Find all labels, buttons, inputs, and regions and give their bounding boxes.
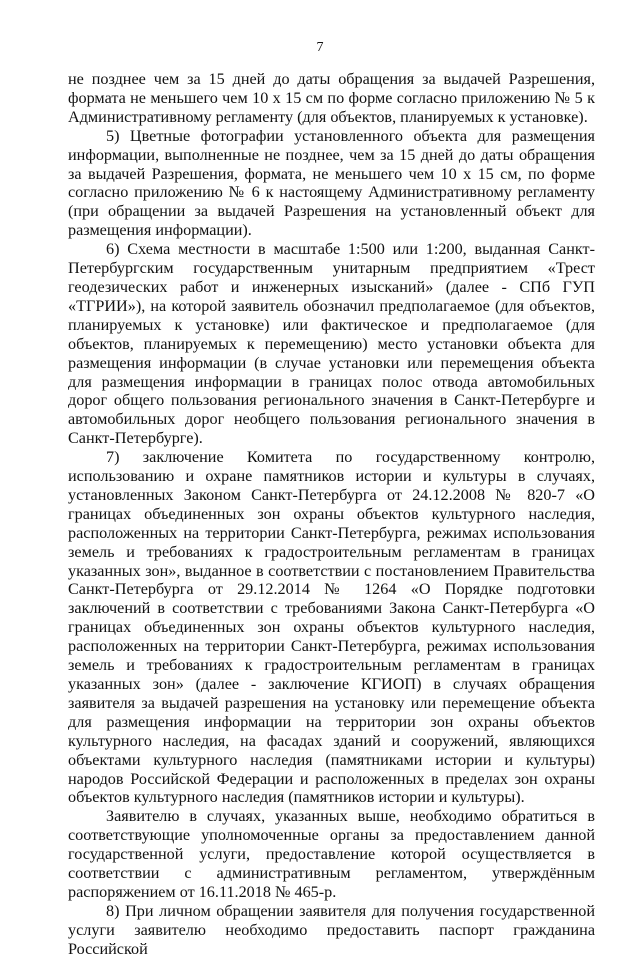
paragraph-item-7: 7) заключение Комитета по государственному контролю, использованию и охране памятников истории и культуры в случаях, установленных Законом Санкт-Петербурга от 24.12.2008 № 820-7 «О границах объединенных зон охраны объектов культурного наследия, расположенных на территории Санкт-Петербурга, режимах использования земель и требованиях к градостроительным регламентам в границах указанных зон», выданное в соответствии с постановлением Правительства Санкт-Петербурга от 29.12.2014 № 1264 «О Порядке подготовки заключений в соответствии с требованиями Закона Санкт-Петербурга «О границах объединенных зон охраны объектов культурного наследия, расположенных на территории Санкт-Петербурга, режимах использования земель и требованиях к градостроительным регламентам в границах указанных зон» (далее - заключение КГИОП) в случаях обращения заявителя за выдачей разрешения на установку или перемещение объекта для размещения информации на территории зон охраны объектов культурного наследия, на фасадах зданий и сооружений, являющихся объектами культурного наследия (памятниками истории и культуры) народов Российской Федерации и расположенных в пределах зон охраны объектов культурного наследия (памятников истории и культуры). [68, 448, 595, 807]
paragraph-continuation: не позднее чем за 15 дней до даты обращения за выдачей Разрешения, формата не меньшего чем 10 х 15 см по форме согласно приложению № 5 к Административному регламенту (для объектов, планируемых к установке). [68, 70, 595, 126]
paragraph-item-8: 8) При личном обращении заявителя для получения государственной услуги заявителю необходимо предоставить паспорт гражданина Российской [68, 901, 595, 958]
paragraph-item-5: 5) Цветные фотографии установленного объекта для размещения информации, выполненные не позднее, чем за 15 дней до даты обращения за выдачей Разрешения, формата, не меньшего чем 10 х 15 см, по форме согласно приложению № 6 к настоящему Административному регламенту (при обращении за выдачей Разрешения на установленный объект для размещения информации). [68, 126, 595, 240]
document-body [68, 70, 595, 959]
page-number: 7 [316, 40, 324, 55]
paragraph-item-6: 6) Схема местности в масштабе 1:500 или 1:200, выданная Санкт-Петербургским государственным унитарным предприятием «Трест геодезических работ и инженерных изысканий» (далее - СПб ГУП «ТГРИИ»), на которой заявитель обозначил предполагаемое (для объектов, планируемых к установке) или фактическое и предполагаемое (для объектов, планируемых к перемещению) место установки объекта для размещения информации (в случае установки или перемещения объекта для размещения информации в границах полос отвода автомобильных дорог общего пользования регионального значения в Санкт-Петербурге и автомобильных дорог необщего пользования регионального значения в Санкт-Петербурге). [68, 240, 595, 448]
paragraph-applicant-note: Заявителю в случаях, указанных выше, необходимо обратиться в соответствующие уполномоченные органы за предоставлением данной государственной услуги, предоставление которой осуществляется в соответствии с административным регламентом, утверждённым распоряжением от 16.11.2018 № 465-р. [68, 807, 595, 901]
